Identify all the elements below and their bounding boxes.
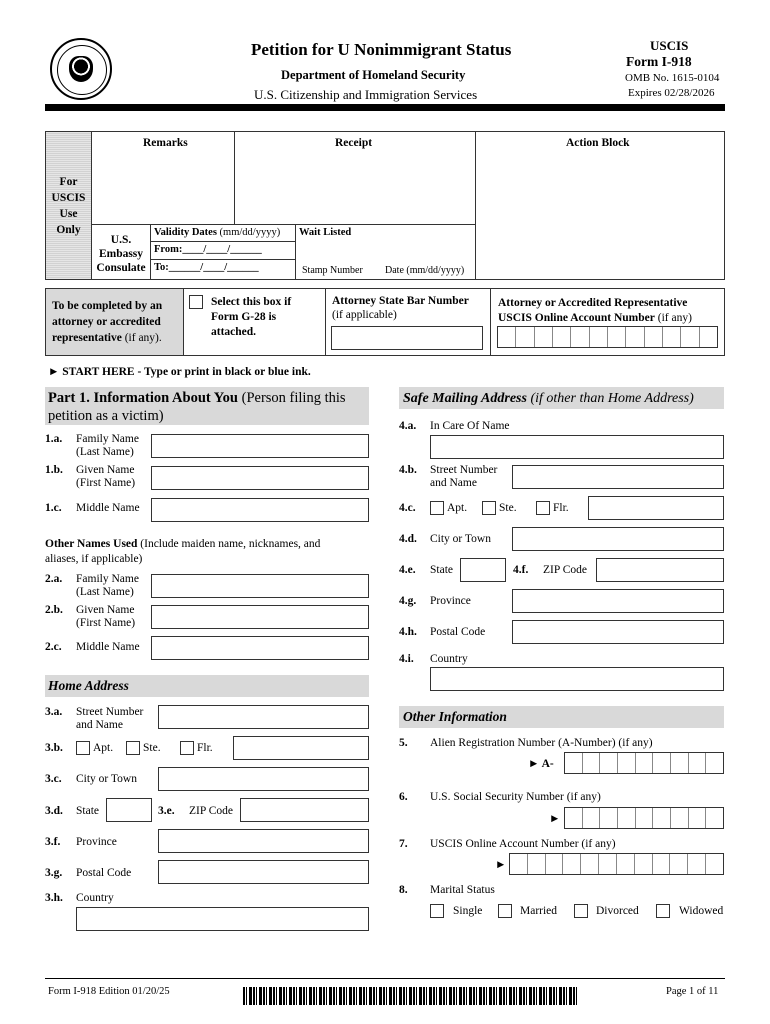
q7-number: 7. [399,838,408,850]
safe-postal-code-input[interactable] [512,620,724,644]
q2a-label: Family Name (Last Name) [76,573,139,598]
a-number-prefix: ► A- [528,758,554,770]
validity-from: From:____/____/______ [154,244,262,255]
q2b-number: 2.b. [45,604,63,616]
uscis-account-arrow: ► [495,859,507,871]
home-province-input[interactable] [158,829,369,853]
omb-number: OMB No. 1615-0104 [625,72,720,84]
safe-province-input[interactable] [512,589,724,613]
form-number: Form I-918 [626,54,692,69]
page-number: Page 1 of 11 [666,986,719,997]
q4h-label: Postal Code [430,626,486,638]
q3c-number: 3.c. [45,773,62,785]
bar-number-label: Attorney State Bar Number (if applicable) [332,295,469,321]
uscis-use-label: For USCIS Use Only [51,176,86,236]
dhs-seal-logo [50,38,112,100]
safe-flr-checkbox[interactable] [536,501,550,515]
home-state-select[interactable] [106,798,152,822]
embassy-label: U.S. Embassy Consulate [96,234,146,274]
other-info-heading: Other Information [403,709,507,724]
q4f-label: ZIP Code [543,564,587,576]
care-of-name-input[interactable] [430,435,724,459]
part1-heading: Part 1. Information About You (Person filing this petition as a victim) [48,390,346,424]
form-title: Petition for U Nonimmigrant Status [251,40,512,59]
agency-name: U.S. Citizenship and Immigration Services [254,87,478,102]
safe-unit-number-input[interactable] [588,496,724,520]
bar-number-input[interactable] [331,326,483,350]
q3f-number: 3.f. [45,836,61,848]
marital-divorced-checkbox[interactable] [574,904,588,918]
q1b-number: 1.b. [45,464,63,476]
home-ste-checkbox[interactable] [126,741,140,755]
marital-married-checkbox[interactable] [498,904,512,918]
remarks-heading: Remarks [143,137,188,149]
start-here-instruction: ► START HERE - Type or print in black or blue ink. [48,366,311,378]
header-rule [45,104,725,111]
g28-checkbox[interactable] [189,295,203,309]
q2c-label: Middle Name [76,641,140,653]
q4b-label: Street Number and Name [430,464,498,489]
ssn-arrow: ► [549,813,561,825]
safe-state-select[interactable] [460,558,506,582]
marital-single-label: Single [453,905,483,917]
barcode-image [243,987,578,1005]
family-name-input[interactable] [151,434,369,458]
q3d-number: 3.d. [45,805,63,817]
home-country-input[interactable] [76,907,369,931]
home-address-heading: Home Address [48,678,129,693]
q4f-number: 4.f. [513,564,529,576]
q4i-label: Country [430,653,468,665]
a-number-input[interactable] [564,752,724,774]
q3f-label: Province [76,836,117,848]
department-name: Department of Homeland Security [281,68,466,82]
q4b-number: 4.b. [399,464,417,476]
validity-dates-label: Validity Dates (mm/dd/yyyy) [154,227,281,238]
q1c-label: Middle Name [76,502,140,514]
footer-rule [45,978,725,979]
q4e-label: State [430,564,453,576]
q4g-number: 4.g. [399,595,417,607]
marital-widowed-label: Widowed [679,905,724,917]
expiration-date: Expires 02/28/2026 [628,87,715,99]
other-middle-name-input[interactable] [151,636,369,660]
attorney-intro-text: To be completed by an attorney or accredited representative (if any). [52,300,163,344]
q4d-number: 4.d. [399,533,417,545]
q4e-number: 4.e. [399,564,416,576]
q4a-number: 4.a. [399,420,417,432]
home-postal-code-input[interactable] [158,860,369,884]
q2a-number: 2.a. [45,573,63,585]
home-city-input[interactable] [158,767,369,791]
marital-widowed-checkbox[interactable] [656,904,670,918]
q3b-number: 3.b. [45,742,63,754]
safe-street-input[interactable] [512,465,724,489]
g28-label: Select this box if Form G-28 is attached. [211,296,292,338]
other-family-name-input[interactable] [151,574,369,598]
q8-number: 8. [399,884,408,896]
home-unit-number-input[interactable] [233,736,369,760]
q4g-label: Province [430,595,471,607]
q4a-label: In Care Of Name [430,420,510,432]
q2b-label: Given Name (First Name) [76,604,136,629]
q4i-number: 4.i. [399,653,414,665]
marital-single-checkbox[interactable] [430,904,444,918]
safe-address-heading: Safe Mailing Address (if other than Home Address) [403,391,694,406]
home-flr-checkbox[interactable] [180,741,194,755]
other-given-name-input[interactable] [151,605,369,629]
uscis-account-input[interactable] [509,853,724,875]
safe-city-input[interactable] [512,527,724,551]
stamp-number-label: Stamp Number [302,265,363,276]
ssn-input[interactable] [564,807,724,829]
q1b-label: Given Name (First Name) [76,464,136,489]
safe-apt-label: Apt. [447,502,468,514]
q4h-number: 4.h. [399,626,417,638]
action-block-heading: Action Block [566,137,630,149]
q3g-label: Postal Code [76,867,132,879]
home-apt-checkbox[interactable] [76,741,90,755]
wait-listed-label: Wait Listed [299,227,352,238]
safe-apt-checkbox[interactable] [430,501,444,515]
home-street-input[interactable] [158,705,369,729]
home-ste-label: Ste. [143,742,161,754]
uscis-label: USCIS [650,38,689,53]
q3d-label: State [76,805,99,817]
q3h-label: Country [76,892,114,904]
q3e-number: 3.e. [158,805,175,817]
home-flr-label: Flr. [197,742,213,754]
q1c-number: 1.c. [45,502,62,514]
q4d-label: City or Town [430,533,491,545]
middle-name-input[interactable] [151,498,369,522]
attorney-account-label: Attorney or Accredited Representative USCIS Online Account Number (if any) [498,297,692,324]
q8-label: Marital Status [430,884,495,896]
other-names-heading: Other Names Used (Include maiden name, nicknames, and aliases, if applicable) [45,538,321,565]
safe-ste-checkbox[interactable] [482,501,496,515]
q7-label: USCIS Online Account Number (if any) [430,838,616,850]
q3a-number: 3.a. [45,706,63,718]
marital-divorced-label: Divorced [596,905,639,917]
q6-number: 6. [399,791,408,803]
form-edition: Form I-918 Edition 01/20/25 [48,986,170,997]
q5-number: 5. [399,737,408,749]
marital-married-label: Married [520,905,558,917]
q2c-number: 2.c. [45,641,62,653]
safe-country-input[interactable] [430,667,724,691]
q3g-number: 3.g. [45,867,63,879]
q3c-label: City or Town [76,773,137,785]
q3a-label: Street Number and Name [76,706,144,731]
receipt-heading: Receipt [335,137,373,149]
q4c-number: 4.c. [399,502,416,514]
home-apt-label: Apt. [93,742,114,754]
q1a-number: 1.a. [45,433,63,445]
safe-flr-label: Flr. [553,502,569,514]
home-zip-input[interactable] [240,798,369,822]
stamp-date-label: Date (mm/dd/yyyy) [385,265,465,276]
given-name-input[interactable] [151,466,369,490]
safe-zip-input[interactable] [596,558,724,582]
q5-label: Alien Registration Number (A-Number) (if any) [430,737,653,749]
q3h-number: 3.h. [45,892,63,904]
attorney-account-input[interactable] [497,326,718,348]
safe-ste-label: Ste. [499,502,517,514]
q3e-label: ZIP Code [189,805,233,817]
validity-to: To:______/____/______ [154,262,259,273]
q1a-label: Family Name (Last Name) [76,433,139,458]
q6-label: U.S. Social Security Number (if any) [430,791,601,803]
